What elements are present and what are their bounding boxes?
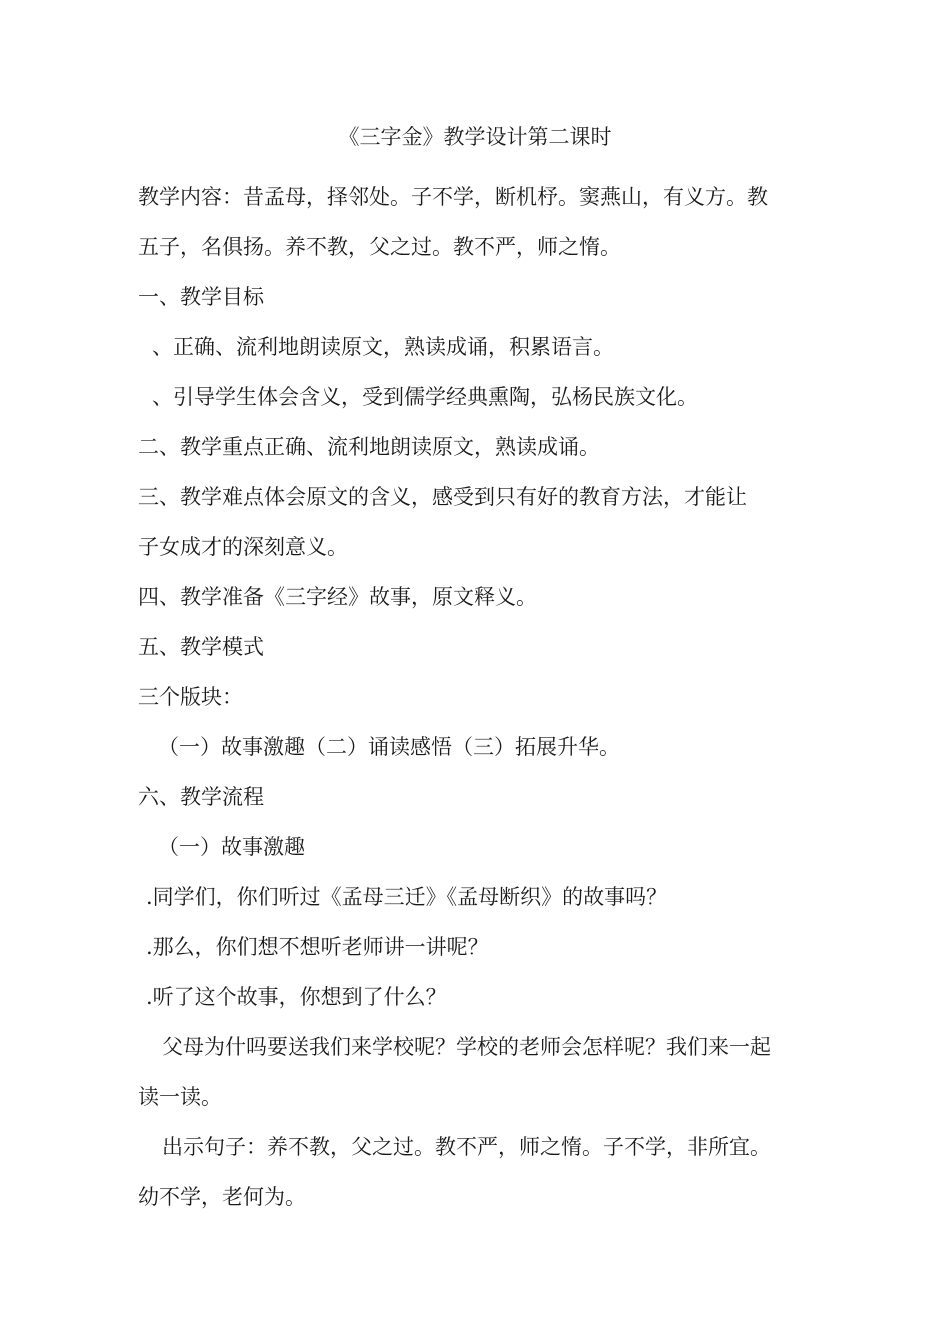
paragraph-line: 三个版块： — [138, 685, 243, 709]
section-heading: 二、教学重点正确、流利地朗读原文，熟读成诵。 — [138, 435, 600, 459]
paragraph-line: 父母为什吗要送我们来学校呢？学校的老师会怎样呢？我们来一起 — [162, 1035, 771, 1059]
paragraph-line: 五子，名俱扬。养不教，父之过。教不严，师之惰。 — [138, 235, 621, 259]
list-item: .同学们，你们听过《孟母三迁》《孟母断织》的故事吗？ — [146, 885, 668, 909]
section-heading: 四、教学准备《三字经》故事，原文释义。 — [138, 585, 537, 609]
section-heading: 三、教学难点体会原文的含义，感受到只有好的教育方法，才能让 — [138, 485, 747, 509]
paragraph-line: 读一读。 — [138, 1085, 222, 1109]
document-body — [138, 172, 818, 1222]
list-item: .听了这个故事，你想到了什么？ — [146, 985, 447, 1009]
section-heading: 一、教学目标 — [138, 285, 264, 309]
subsection-heading: （一）故事激趣 — [158, 835, 305, 859]
section-heading: 五、教学模式 — [138, 635, 264, 659]
list-item: 、正确、流利地朗读原文，熟读成诵，积累语言。 — [152, 335, 614, 359]
list-item: .那么，你们想不想听老师讲一讲呢？ — [146, 935, 489, 959]
paragraph-line: 出示句子：养不教，父之过。教不严，师之惰。子不学，非所宜。 — [162, 1135, 771, 1159]
document-title: 《三字金》教学设计第二课时 — [338, 125, 612, 149]
section-heading: 六、教学流程 — [138, 785, 264, 809]
paragraph-line: 教学内容：昔孟母，择邻处。子不学，断机杼。窦燕山，有义方。教 — [138, 185, 768, 209]
paragraph-line: 幼不学，老何为。 — [138, 1185, 306, 1209]
list-item: 、引导学生体会含义，受到儒学经典熏陶，弘杨民族文化。 — [152, 385, 698, 409]
paragraph-line: 子女成才的深刻意义。 — [138, 535, 348, 559]
list-item: （一）故事激趣（二）诵读感悟（三）拓展升华。 — [158, 735, 620, 759]
